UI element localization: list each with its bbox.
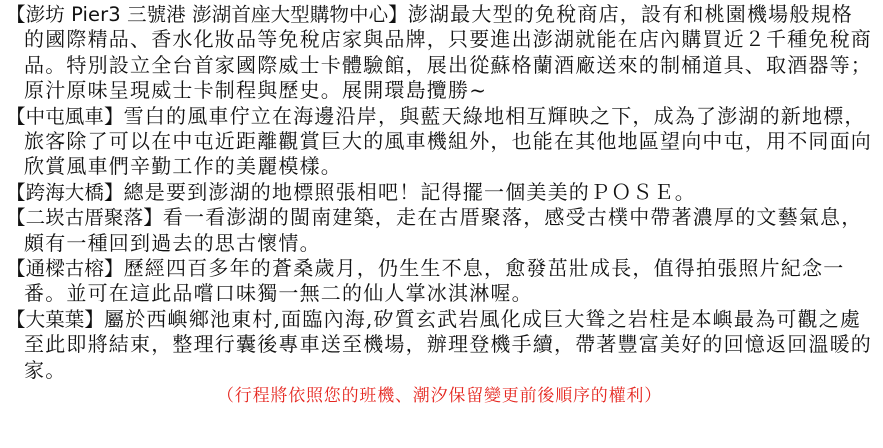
- entry-pier3: [6, 2, 873, 104]
- itinerary-note: （行程將依照您的班機、潮汐保留變更前後順序的權利）: [217, 386, 662, 407]
- entry-title: 【中屯風車】: [6, 104, 124, 128]
- entry-zhongtun-windmill: [6, 104, 873, 180]
- entry-title: 【二崁古厝聚落】: [6, 206, 163, 230]
- entry-title: 【大菓葉】: [6, 307, 105, 331]
- entry-description: 總是要到澎湖的地標照張相吧！記得擺一個美美的ＰＯＳＥ。: [123, 179, 697, 204]
- entry-erkan-settlement: [6, 205, 873, 256]
- entry-title: 【通樑古榕】: [6, 257, 124, 281]
- entry-description: 屬於西嶼鄉池東村,面臨內海,矽質玄武岩風化成巨大聳之岩柱是本嶼最為可觀之處至此即將結束，整理行囊後專車送至機場，辦理登機手續，帶著豐富美好的回憶返回溫暖的家。: [24, 306, 872, 382]
- entry-sea-bridge: [6, 180, 873, 205]
- entry-daguoye: [6, 307, 873, 383]
- entry-tongliang-banyan: [6, 256, 873, 307]
- entry-title: 【澎坊 Pier3 三號港 澎湖首座大型購物中心】: [6, 3, 408, 26]
- entry-description: 澎湖最大型的免稅商店，設有和桃園機場般規格的國際精品、香水化妝品等免稅店家與品牌，只要進出澎湖就能在店內購買近２千種免稅商品。特別設立全台首家國際威士卡體驗館，展出從蘇格蘭酒廠送來的制桶道具、取酒器等；原汁原味呈現威士卡制程與歷史。展開環島攬勝~: [24, 2, 872, 103]
- entry-description: 歷經四百多年的蒼桑歲月，仍生生不息，愈發茁壯成長，值得拍張照片紀念一番。並可在這此品嚐口味獨一無二的仙人掌冰淇淋喔。: [24, 256, 845, 306]
- entry-description: 看一看澎湖的閩南建築，走在古厝聚落，感受古樸中帶著濃厚的文藝氣息，頗有一種回到過去的思古懷情。: [24, 205, 863, 255]
- entry-description: 雪白的風車佇立在海邊沿岸，與藍天綠地相互輝映之下，成為了澎湖的新地標，旅客除了可以在中屯近距離觀賞巨大的風車機組外，也能在其他地區望向中屯，用不同面向欣賞風車們辛勤工作的美麗模樣。: [24, 103, 872, 179]
- entry-title: 【跨海大橋】: [6, 180, 124, 204]
